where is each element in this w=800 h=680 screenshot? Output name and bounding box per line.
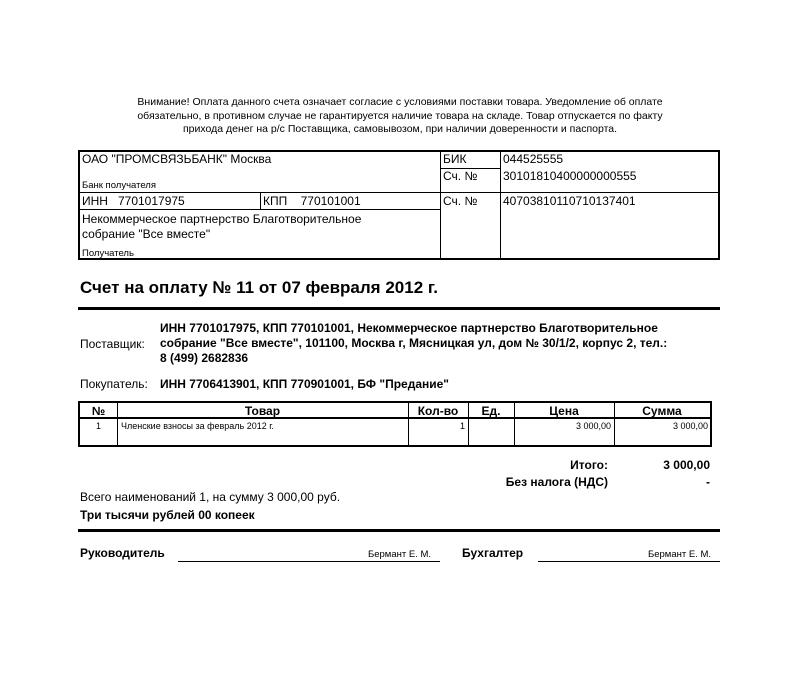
supplier-label: Поставщик: [80, 337, 145, 351]
account-label: Сч. № [443, 194, 478, 208]
buyer-label: Покупатель: [80, 377, 148, 391]
accountant-signature-line [538, 561, 720, 562]
divider [260, 192, 261, 209]
kpp-label: КПП [263, 194, 288, 208]
notice-line-3: прихода денег на р/с Поставщика, самовывозом, при наличии доверенности и паспорта. [182, 123, 618, 135]
divider [440, 192, 718, 193]
accountant-name: Бермант Е. М. [648, 549, 712, 560]
bank-name-caption: Банк получателя [82, 180, 156, 191]
bik-label: БИК [443, 152, 467, 166]
header-product: Товар [244, 404, 281, 418]
header-sum: Сумма [642, 404, 682, 418]
head-label: Руководитель [80, 546, 165, 560]
row-sum: 3 000,00 [672, 421, 708, 431]
notice-line-2: обязательно, в противном случае не гарантируется наличие товара на складе. Товар отпускается по факту [137, 109, 663, 122]
total-label: Итого: [570, 458, 608, 472]
header-price: Цена [549, 404, 579, 418]
row-num: 1 [95, 421, 101, 431]
items-count-summary: Всего наименований 1, на сумму 3 000,00 руб. [80, 490, 341, 504]
header-num: № [91, 404, 106, 418]
supplier-line-1: ИНН 7701017975, КПП 770101001, Некоммерческое партнерство Благотворительное [160, 321, 658, 335]
vat-label: Без налога (НДС) [505, 475, 608, 489]
row-unit [468, 420, 512, 432]
head-name: Бермант Е. М. [368, 549, 432, 560]
corr-account-value: 30101810400000000555 [503, 169, 637, 183]
inn-label: ИНН [82, 194, 108, 208]
row-price: 3 000,00 [575, 421, 611, 431]
notice-line-1: Внимание! Оплата данного счета означает согласие с условиями поставки товара. Уведомление об оплате [137, 96, 663, 108]
vat-value: - [706, 475, 710, 489]
amount-in-words: Три тысячи рублей 00 копеек [80, 508, 255, 522]
corr-account-label: Сч. № [443, 169, 478, 183]
title-rule [78, 307, 720, 310]
accountant-label: Бухгалтер [462, 546, 524, 560]
payment-notice [120, 96, 680, 137]
recipient-line-1: Некоммерческое партнерство Благотворительное [82, 212, 362, 226]
bank-name: ОАО "ПРОМСВЯЗЬБАНК" Москва [82, 152, 272, 166]
supplier-details [160, 321, 667, 366]
items-table [78, 401, 712, 447]
row-product: Членские взносы за февраль 2012 г. [121, 421, 274, 431]
summary-rule [78, 529, 720, 532]
header-qty: Кол-во [417, 404, 459, 418]
buyer-details: ИНН 7706413901, КПП 770901001, БФ "Предание" [160, 377, 449, 391]
kpp-value: 770101001 [300, 194, 361, 208]
total-value: 3 000,00 [663, 458, 710, 472]
inn-value: 7701017975 [117, 194, 185, 208]
invoice-title: Счет на оплату № 11 от 07 февраля 2012 г. [80, 278, 438, 297]
account-value: 40703810110710137401 [503, 194, 636, 208]
divider [500, 152, 501, 258]
header-unit: Ед. [481, 404, 501, 418]
recipient-line-2: собрание "Все вместе" [82, 227, 211, 241]
recipient-caption: Получатель [82, 248, 134, 259]
supplier-line-2: собрание "Все вместе", 101100, Москва г, Мясницкая ул, дом № 30/1/2, корпус 2, тел.: [160, 336, 668, 350]
bik-value: 044525555 [503, 152, 564, 166]
inn-field [82, 194, 185, 208]
supplier-line-3: 8 (499) 2682836 [160, 351, 249, 365]
row-qty: 1 [459, 421, 465, 431]
bank-details-table [78, 150, 720, 260]
divider [80, 445, 710, 446]
divider [80, 209, 440, 210]
kpp-field [263, 194, 361, 208]
head-signature-line [178, 561, 440, 562]
